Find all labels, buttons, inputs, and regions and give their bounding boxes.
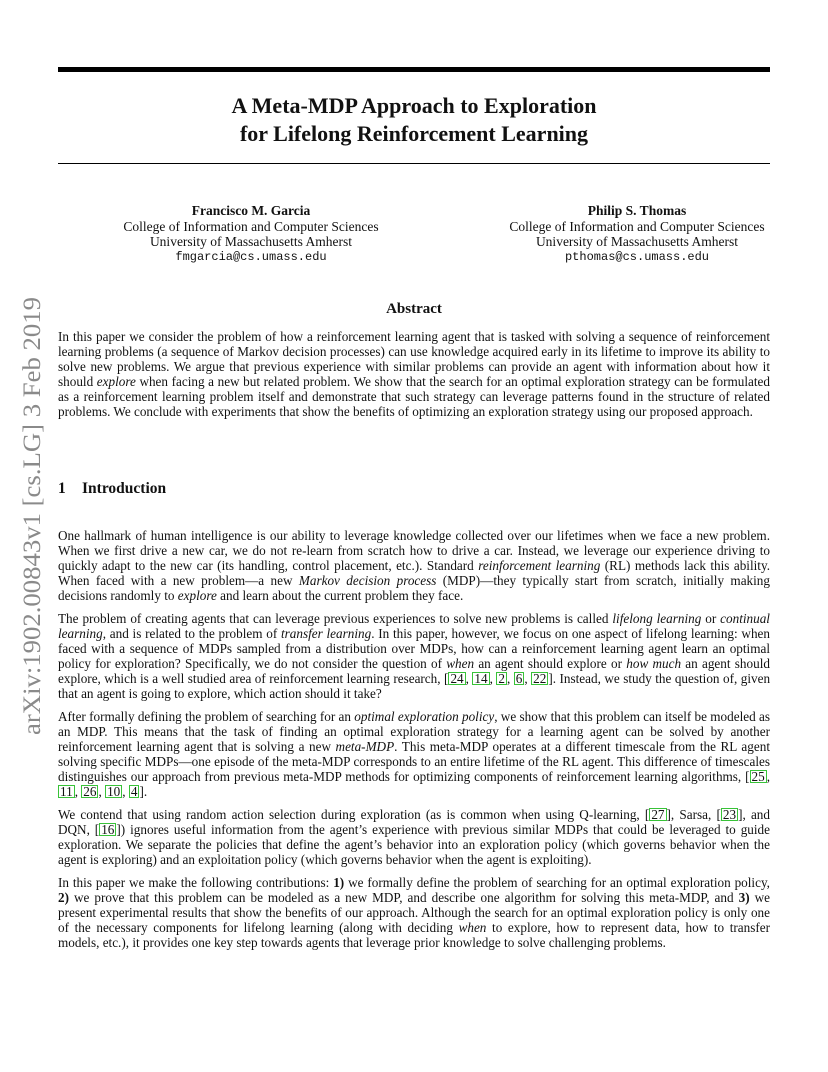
- abstract-heading: Abstract: [386, 301, 442, 317]
- abstract-text: when facing a new but related problem. We show that the search for an optimal exploration strategy can be formulated as a reinforcement learning problem itself and demonstrate that such strategy can leverage patterns found in the structure of related problems. We conclude with experiments that show the benefits of optimizing an exploration strategy using our proposed approach.: [58, 374, 771, 419]
- author-email[interactable]: fmgarcia@cs.umass.edu: [175, 249, 327, 264]
- title-line-1: A Meta-MDP Approach to Exploration: [231, 93, 597, 118]
- title-top-rule: [58, 67, 770, 72]
- author-affiliation: College of Information and Computer Sciences: [123, 218, 379, 234]
- text: .: [143, 784, 148, 799]
- text: or: [701, 611, 721, 626]
- emphasis: how much: [626, 656, 682, 671]
- author-2: [414, 203, 770, 265]
- title-bottom-rule: [58, 163, 770, 164]
- citation-link[interactable]: 22: [533, 671, 547, 686]
- text: , we show that this problem can itself be modeled as an MDP. This means that the task of finding an optimal exploration strategy for a learning agent can be solved by another reinforcement learning agent that is solving a new: [58, 709, 770, 754]
- emphasis: continual learning: [58, 611, 770, 641]
- text: an agent should explore or: [474, 656, 627, 671]
- text: . This meta-MDP operates at a different timescale from the RL agent solving specific MDPs—one episode of the meta-MDP corresponds to an entire lifetime of the RL agent. This difference of timescales distinguishes our approach from previous meta-MDP methods for optimizing components of reinforcement learning algorithms,: [58, 739, 770, 784]
- abstract-text: In this paper we consider the problem of how a reinforcement learning agent that is tasked with solving a sequence of reinforcement learning problems (a sequence of Markov decision processes) can use knowledge acquired early in its lifetime to improve its ability to solve new problems. We argue that previous experience with similar problems can provide an agent with information about how it should: [58, 329, 770, 389]
- author-block: [58, 203, 770, 265]
- citation-link[interactable]: 25: [751, 769, 765, 784]
- text: In this paper we make the following contributions:: [58, 875, 334, 890]
- text: we formally define the problem of searching for an optimal exploration policy,: [344, 875, 770, 890]
- paragraph-5: [58, 875, 770, 950]
- section-heading: [58, 480, 166, 498]
- author-university: University of Massachusetts Amherst: [149, 234, 353, 249]
- citation-link[interactable]: 14: [474, 671, 488, 686]
- citation-link[interactable]: 16: [101, 822, 115, 837]
- paper-title: [58, 92, 770, 148]
- citation-link[interactable]: 4: [130, 784, 138, 799]
- emphasis: reinforcement learning: [478, 558, 601, 573]
- abstract-body: [58, 329, 770, 419]
- citation-link[interactable]: 26: [83, 784, 97, 799]
- text: The problem of creating agents that can leverage previous experiences to solve new problems is called: [58, 611, 613, 626]
- text: , Sarsa,: [670, 807, 717, 822]
- section-number: 1: [58, 480, 66, 497]
- text: we prove that this problem can be modeled as a new MDP, and describe one algorithm for solving this meta-MDP, and: [69, 890, 739, 905]
- contribution-number: 1): [333, 875, 345, 890]
- author-university: University of Massachusetts Amherst: [535, 234, 739, 249]
- title-line-2: for Lifelong Reinforcement Learning: [239, 121, 589, 146]
- abstract-emphasis: explore: [96, 374, 136, 389]
- paragraph-4: We contend that using random action selection during exploration (as is common when using Q-learning, [ 27 ], Sarsa, [ 23 ], and DQN, [ 16 ]) ignores useful information from the agent’s experience with previous similar MDPs that could be leveraged to guide exploration. We separate the policies that define the agent’s behavior into an exploration policy (which governs behavior when the agent is exploring) and an exploitation policy (which governs behavior when the agent is exploiting).: [58, 807, 770, 867]
- text: . Instead, we study the question of, given that an agent is going to explore, which action should it take?: [58, 671, 771, 701]
- emphasis: meta-MDP: [335, 739, 395, 754]
- author-email[interactable]: pthomas@cs.umass.edu: [564, 249, 710, 264]
- citation-link[interactable]: 27: [651, 807, 665, 822]
- contribution-number: 2): [58, 890, 69, 905]
- text: . In this paper, however, we focus on one aspect of lifelong learning: when faced with a sequence of MDPs sampled from a distribution over MDPs, how can a reinforcement learning agent learn an optimal policy for exploration? Specifically, we do not consider the question of: [58, 626, 771, 671]
- arxiv-margin-identifier: [12, 295, 48, 735]
- citation-link[interactable]: 6: [515, 671, 523, 686]
- author-name: Philip S. Thomas: [587, 203, 687, 218]
- text: ) ignores useful information from the agent’s experience with previous similar MDPs that could be leveraged to guide exploration. We separate the policies that define the agent’s behavior into an exploration policy (which governs behavior when the agent is exploring) and an exploitation policy (which governs behavior when the agent is exploiting).: [58, 822, 770, 867]
- emphasis: Markov decision process: [298, 573, 437, 588]
- citation-link[interactable]: 10: [107, 784, 121, 799]
- text: we present experimental results that show the benefits of our approach. Although the search for an optimal exploration policy is only one of the necessary components for lifelong learning (along with deciding: [58, 890, 770, 935]
- emphasis: transfer learning: [280, 626, 372, 641]
- citation-link[interactable]: 23: [722, 807, 737, 822]
- text: One hallmark of human intelligence is our ability to leverage knowledge collected over our lifetimes when we face a new problem. When we first drive a new car, we do not re-learn from scratch how to drive a car. Instead, we leverage our experience driving to quickly adapt to the new car (its handling, control placement, etc.). Standard: [58, 528, 770, 573]
- emphasis: optimal exploration policy: [354, 709, 495, 724]
- paragraph-3: After formally defining the problem of searching for an optimal exploration policy, we show that this problem can itself be modeled as an MDP. This means that the task of finding an optimal exploration strategy for a learning agent can be solved by another reinforcement learning agent that is solving a new meta-MDP. This meta-MDP operates at a different timescale from the RL agent solving specific MDPs—one episode of the meta-MDP corresponds to an entire lifetime of the RL agent. This difference of timescales distinguishes our approach from previous meta-MDP methods for optimizing components of reinforcement learning algorithms, [ 25 , 11 , 26 , 10 , 4 ].: [58, 709, 770, 799]
- emphasis: when: [446, 656, 475, 671]
- emphasis: lifelong learning: [612, 611, 702, 626]
- citation-link[interactable]: 24: [450, 671, 464, 686]
- citation-link[interactable]: 11: [60, 784, 73, 799]
- citation-link[interactable]: 2: [498, 671, 505, 686]
- author-affiliation: College of Information and Computer Sciences: [509, 218, 765, 234]
- paragraph-2: The problem of creating agents that can leverage previous experiences to solve new problems is called lifelong learning or continual learning, and is related to the problem of transfer learning. In this paper, however, we focus on one aspect of lifelong learning: when faced with a sequence of MDPs sampled from a distribution over MDPs, how can a reinforcement learning agent learn an optimal policy for exploration? Specifically, we do not consider the question of when an agent should explore or how much an agent should explore, which is a well studied area of reinforcement learning research, [ 24 , 14 , 2 , 6 , 22 ]. Instead, we study the question of, given that an agent is going to explore, which action should it take?: [58, 611, 771, 701]
- emphasis: when: [458, 920, 487, 935]
- paragraph-1: [58, 528, 770, 603]
- introduction-body: [58, 528, 770, 958]
- text: and learn about the current problem they face.: [216, 588, 464, 603]
- section-title: Introduction: [82, 480, 167, 497]
- author-1: [58, 203, 414, 265]
- text: an agent should explore, which is a well studied area of reinforcement learning research,: [58, 656, 770, 686]
- arxiv-id-text: arXiv:1902.00843v1 [cs.LG] 3 Feb 2019: [19, 325, 46, 735]
- text: We contend that using random action selection during exploration (as is common when using Q-learning,: [58, 807, 645, 822]
- author-name: Francisco M. Garcia: [191, 203, 311, 218]
- text: After formally defining the problem of searching for an: [58, 709, 355, 724]
- arxiv-margin-svg: [12, 295, 48, 735]
- text: , and is related to the problem of: [102, 626, 281, 641]
- text: , and DQN,: [58, 807, 770, 837]
- text: (RL) methods lack this ability. When faced with a new problem—a new: [58, 558, 771, 588]
- contribution-number: 3): [738, 890, 750, 905]
- emphasis: explore: [177, 588, 217, 603]
- text: (MDP)—they typically start from scratch, initially making decisions randomly to: [58, 573, 770, 603]
- text: to explore, how to represent data, how to transfer models, etc.), it provides one key step towards agents that leverage prior knowledge to solve challenging problems.: [58, 920, 770, 950]
